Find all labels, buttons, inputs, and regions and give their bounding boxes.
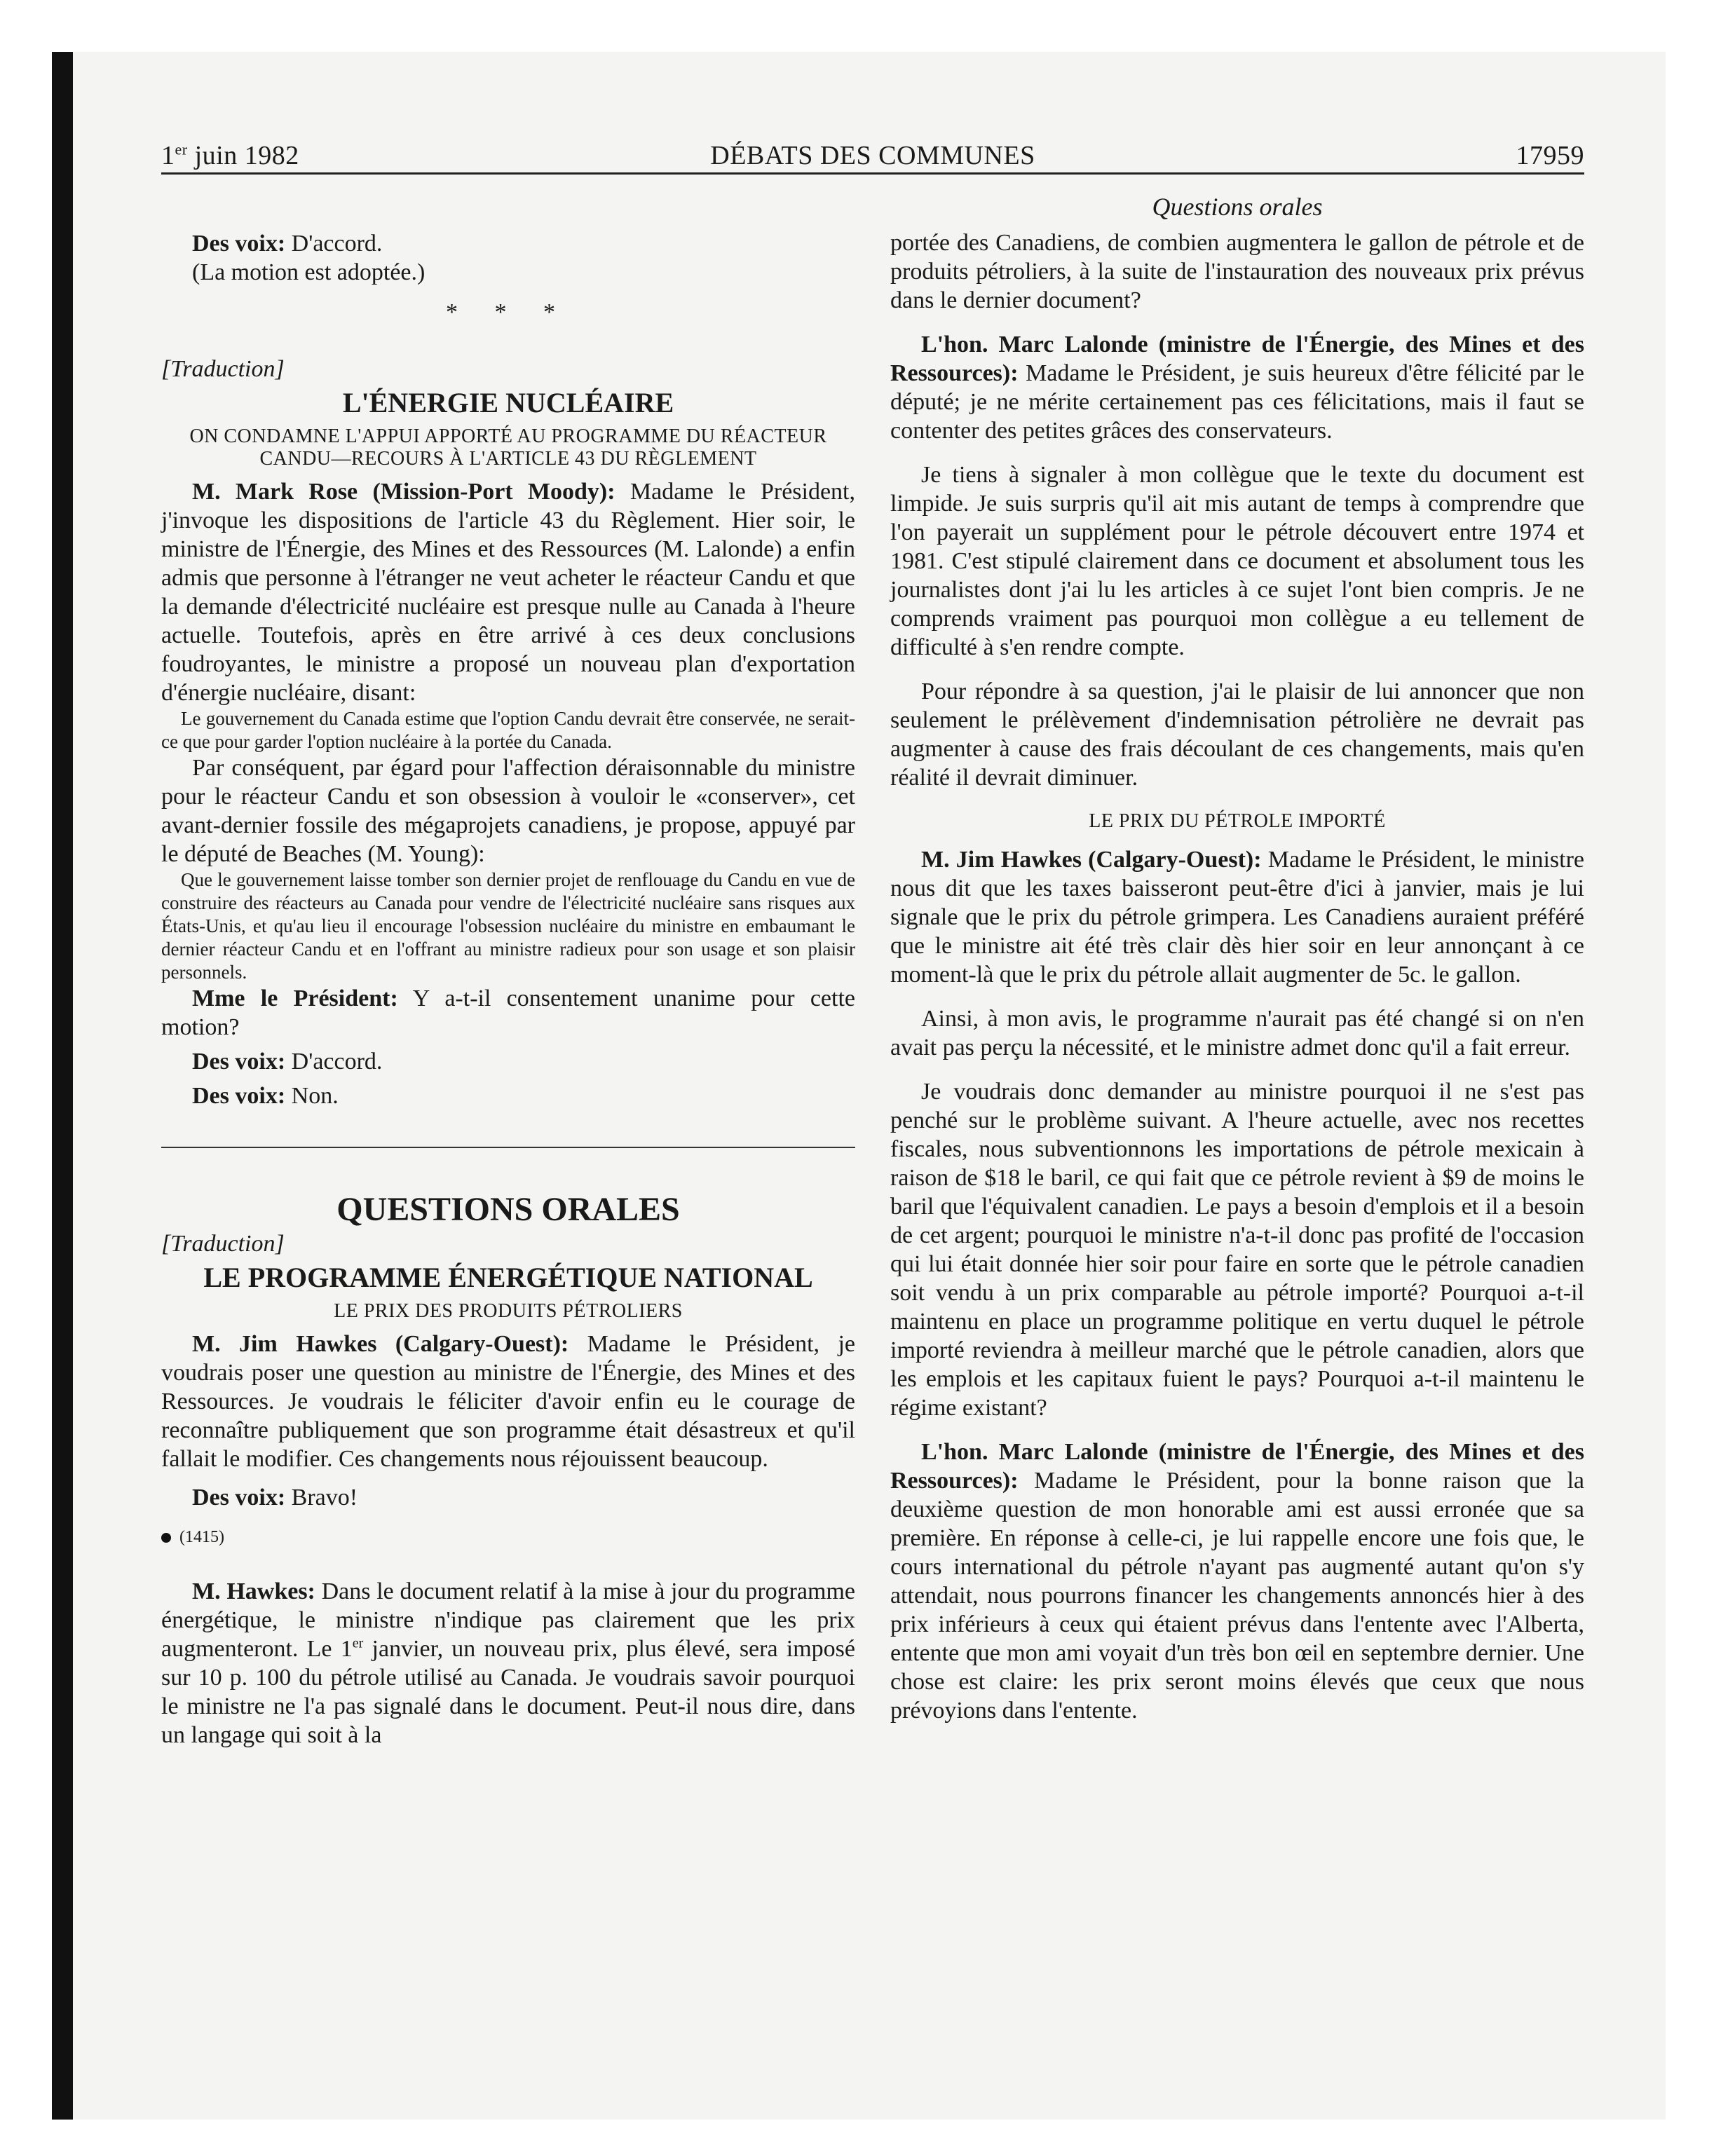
date-month-year: juin 1982 bbox=[187, 141, 299, 170]
speech: D'accord. bbox=[285, 1049, 383, 1074]
section-rule bbox=[161, 1147, 855, 1148]
time-label: (1415) bbox=[179, 1528, 224, 1546]
section-heading: LE PROGRAMME ÉNERGÉTIQUE NATIONAL bbox=[203, 1262, 813, 1293]
paragraph bbox=[161, 477, 855, 707]
speaker: L'hon. Marc Lalonde (ministre de l'Énergie, des Mines et des Ressources): bbox=[890, 1439, 1584, 1494]
speaker: M. Mark Rose (Mission-Port Moody): bbox=[192, 479, 615, 505]
speech: Madame le Président, j'invoque les dispositions de l'article 43 du Règlement. Hier soir, le ministre de l'Énergie, des Mines et des Ressources (M. Lalonde) a enfin admis que personne à l'étranger ne veut acheter le réacteur Candu et que la demande d'électricité nucléaire est presque nulle au Canada à l'heure actuelle. Toutefois, après en être arrivé à ces deux conclusions foudroyantes, le ministre a proposé un nouveau plan d'exportation d'énergie nucléaire, disant: bbox=[161, 479, 855, 706]
section-heading: L'ÉNERGIE NUCLÉAIRE bbox=[342, 387, 674, 418]
paragraph: Je voudrais donc demander au ministre pourquoi il ne s'est pas penché sur le problème suivant. A l'heure actuelle, avec nos recettes fiscales, nous subventionnons les importations de pétrole mexicain à raison de $18 le baril, ce qui fait que ce pétrole revient à $9 de moins le baril que l'équivalent canadien. Le pays a besoin d'emplois et il a besoin de cet argent; pourquoi le ministre n'a-t-il donc pas profité de l'occasion qui lui était donnée hier soir pour faire en sorte que le pétrole canadien soit vendu à un prix comparable au pétrole importé? Pourquoi a-t-il maintenu en place un programme politique en vertu duquel le pétrole importé reviendra à meilleur marché que le pétrole canadien, alors que les emplois et les capitaux fuient le pays? Pourquoi a-t-il maintenu le régime existant? bbox=[890, 1079, 1584, 1421]
speaker: M. Jim Hawkes (Calgary-Ouest): bbox=[921, 847, 1262, 873]
speaker: M. Hawkes: bbox=[192, 1578, 315, 1604]
speaker: Des voix: bbox=[192, 1485, 286, 1510]
speech: Bravo! bbox=[285, 1485, 358, 1510]
paragraph bbox=[161, 229, 855, 258]
paragraph bbox=[161, 1483, 855, 1512]
paragraph: (La motion est adoptée.) bbox=[192, 259, 426, 285]
right-column bbox=[890, 193, 1584, 1725]
paragraph: Ainsi, à mon avis, le programme n'aurait pas été changé si on n'en avait pas perçu la nécessité, et le ministre admet donc qu'il a fait erreur. bbox=[890, 1006, 1584, 1060]
section-separator: * * * bbox=[446, 299, 571, 325]
speech: Madame le Président, je voudrais poser une question au ministre de l'Énergie, des Mines et des Ressources. Je voudrais le féliciter d'avoir enfin eu le courage de reconnaître publiquement que son programme était désastreux et qu'il fallait le modifier. Ces changements nous réjouissent beaucoup. bbox=[161, 1331, 855, 1472]
section-subheading: LE PRIX DES PRODUITS PÉTROLIERS bbox=[334, 1300, 683, 1322]
paragraph: Par conséquent, par égard pour l'affection déraisonnable du ministre pour le réacteur Candu et son obsession à vouloir le «conserver», cet avant-dernier fossile des mégaprojets canadiens, je propose, appuyé par le député de Beaches (M. Young): bbox=[161, 755, 855, 867]
paragraph: portée des Canadiens, de combien augmentera le gallon de pétrole et de produits pétroliers, à la suite de l'instauration des nouveaux prix prévus dans le dernier document? bbox=[890, 230, 1584, 313]
block-quote: Que le gouvernement laisse tomber son dernier projet de renflouage du Candu en vue de construire des réacteurs au Canada pour vendre de l'électricité nucléaire sans risques aux États-Unis, et qu'au lieu il encourage l'obsession nucléaire du ministre en embaumant le dernier réacteur Candu et en l'offrant au ministre radieux pour son usage et son plaisir personnels. bbox=[161, 869, 855, 983]
header-title: DÉBATS DES COMMUNES bbox=[710, 141, 1035, 170]
speech: janvier, un nouveau prix, plus élevé, sera imposé sur 10 p. 100 du pétrole utilisé au Canada. Je voudrais savoir pourquoi le ministre ne l'a pas signalé dans le document. Peut-il nous dire, dans un langage qui soit à la bbox=[161, 1636, 855, 1748]
speech: Madame le Président, le ministre nous dit que les taxes baisseront peut-être d'ici à janvier, mais je lui signale que le prix du pétrole grimpera. Les Canadiens auraient préféré que le ministre ait été très clair dès hier soir en leur annonçant à ce moment-là que le prix du pétrole allait augmenter de 5c. le gallon. bbox=[890, 847, 1584, 988]
date-superscript: er bbox=[175, 140, 188, 158]
speaker: M. Jim Hawkes (Calgary-Ouest): bbox=[192, 1331, 569, 1357]
speech: Madame le Président, pour la bonne raison que la deuxième question de mon honorable ami est aussi erronée que sa première. En réponse à celle-ci, je lui rappelle encore une fois que, le cours international du pétrole n'ayant pas augmenté autant qu'on s'y attendait, nous pourrons financer les changements annoncés hier à des prix inférieurs à ceux qui étaient prévus dans l'entente avec l'Alberta, entente que mon ami voyait d'un très bon œil en septembre dernier. Une chose est claire: les prix seront moins élevés que ceux que nous prévoyions dans l'entente. bbox=[890, 1468, 1584, 1724]
section-subheading: LE PRIX DU PÉTROLE IMPORTÉ bbox=[1089, 810, 1386, 832]
paragraph bbox=[161, 1577, 855, 1749]
paragraph: Pour répondre à sa question, j'ai le plaisir de lui annoncer que non seulement le prélèvement d'indemnisation pétrolière ne devrait pas augmenter à cause des frais découlant de ces changements, mais qu'en réalité il devrait diminuer. bbox=[890, 678, 1584, 791]
major-heading: QUESTIONS ORALES bbox=[336, 1191, 680, 1228]
running-head: Questions orales bbox=[1152, 193, 1323, 221]
speaker: Des voix: bbox=[192, 1049, 286, 1074]
paragraph bbox=[161, 1047, 855, 1076]
paragraph bbox=[890, 1438, 1584, 1725]
paragraph bbox=[161, 1330, 855, 1473]
paragraph bbox=[161, 1082, 855, 1110]
speech: Dans le document relatif à la mise à jour du programme énergétique, le ministre n'indique pas clairement que les prix augmenteront. Le 1 bbox=[161, 1578, 855, 1662]
speaker: Des voix: bbox=[192, 231, 286, 257]
speech: Non. bbox=[285, 1083, 339, 1109]
translation-note: [Traduction] bbox=[161, 356, 285, 382]
date-day: 1 bbox=[161, 141, 175, 170]
paragraph bbox=[890, 845, 1584, 989]
header-rule bbox=[161, 172, 1584, 175]
paragraph bbox=[890, 330, 1584, 445]
bullet-dot-icon bbox=[161, 1533, 171, 1543]
header-page-number: 17959 bbox=[1516, 141, 1584, 170]
superscript: er bbox=[352, 1635, 364, 1651]
speech: Madame le Président, je suis heureux d'être félicité par le député; je ne mérite certainement pas ces félicitations, mais il faut se contenter des petites grâces des conservateurs. bbox=[890, 360, 1584, 444]
paragraph: Je tiens à signaler à mon collègue que le texte du document est limpide. Je suis surpris qu'il ait mis autant de temps à comprendre que l'on payerait un supplément pour le pétrole découvert entre 1974 et 1981. C'est stipulé clairement dans ce document et absolument tous les journalistes dont j'ai lu les articles à ce sujet l'ont bien compris. Je ne comprends vraiment pas pourquoi mon collègue a eu tellement de difficulté à s'en rendre compte. bbox=[890, 462, 1584, 660]
speech: Y a-t-il consentement unanime pour cette motion? bbox=[161, 985, 855, 1040]
paragraph bbox=[161, 984, 855, 1042]
speech: D'accord. bbox=[285, 231, 383, 257]
left-column bbox=[161, 193, 855, 1749]
speaker: Mme le Président: bbox=[192, 985, 398, 1011]
translation-note: [Traduction] bbox=[161, 1231, 285, 1257]
block-quote: Le gouvernement du Canada estime que l'option Candu devrait être conservée, ne serait-ce que pour garder l'option nucléaire à la portée du Canada. bbox=[161, 708, 855, 752]
speaker: Des voix: bbox=[192, 1083, 286, 1109]
section-subheading: ON CONDAMNE L'APPUI APPORTÉ AU PROGRAMME DU RÉACTEUR CANDU—RECOURS À L'ARTICLE 43 DU RÈGLEMENT bbox=[189, 425, 827, 470]
time-marker bbox=[161, 1523, 855, 1552]
speaker: L'hon. Marc Lalonde (ministre de l'Énergie, des Mines et des Ressources): bbox=[890, 332, 1584, 386]
page-header bbox=[161, 140, 1584, 171]
scan-edge-bar bbox=[52, 52, 73, 2120]
